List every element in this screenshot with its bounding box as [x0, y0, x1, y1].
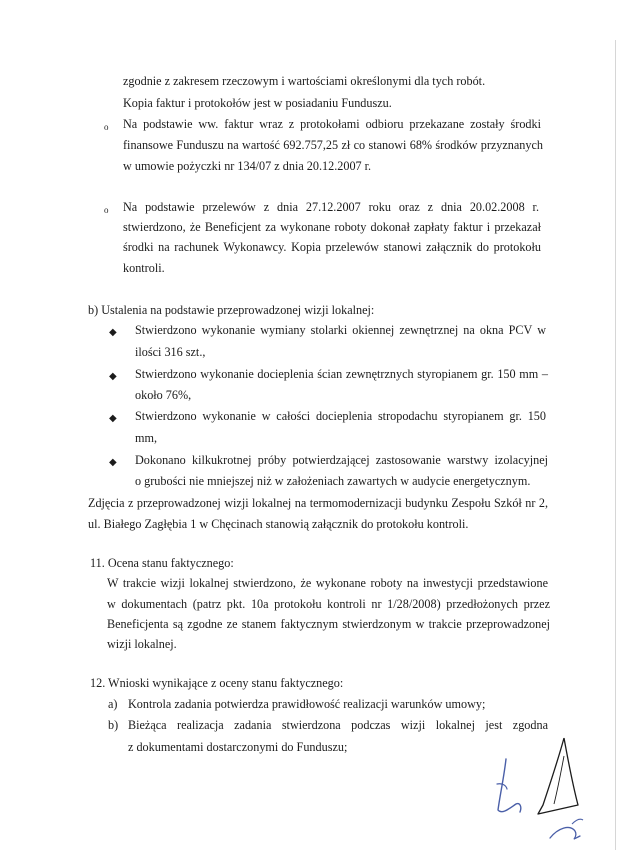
text-line: Zdjęcia z przeprowadzonej wizji lokalnej na termomodernizacji budynku Zespołu Szkół nr 2,	[88, 496, 548, 510]
bullet-circle: o	[104, 205, 109, 215]
diamond-bullet-icon: ◆	[109, 413, 117, 424]
text-line: stwierdzono, że Beneficjent za wykonane roboty dokonał zapłaty faktur i przekazał	[123, 220, 541, 234]
text-line: zgodnie z zakresem rzeczowym i wartościami określonymi dla tych robót.	[123, 74, 486, 88]
text-line: Kopia faktur i protokołów jest w posiadaniu Funduszu.	[123, 96, 392, 110]
text-line: w umowie pożyczki nr 134/07 z dnia 20.12.2007 r.	[123, 159, 372, 173]
text-line: Beneficjenta są zgodne ze stanem faktycznym stwierdzonym w trakcie przeprowadzonej	[107, 617, 550, 631]
bullet-circle: o	[104, 122, 109, 132]
page-edge-line	[615, 40, 616, 850]
list-item-line: Kontrola zadania potwierdza prawidłowość realizacji warunków umowy;	[128, 697, 486, 711]
list-item-line: Stwierdzono wykonanie wymiany stolarki okiennej zewnętrznej na okna PCV w	[135, 323, 546, 337]
text-line: środki na rachunek Wykonawcy. Kopia przelewów stanowi załącznik do protokołu	[123, 240, 541, 254]
text-line: kontroli.	[123, 261, 165, 275]
list-item-line: Stwierdzono wykonanie w całości docieplenia stropodachu styropianem gr. 150	[135, 409, 546, 423]
list-item-line: z dokumentami dostarczonymi do Funduszu;	[128, 740, 348, 754]
list-item-line: mm,	[135, 431, 158, 445]
diamond-bullet-icon: ◆	[109, 457, 117, 468]
text-line: Na podstawie ww. faktur wraz z protokołami odbioru przekazane zostały środki	[123, 117, 541, 131]
diamond-bullet-icon: ◆	[109, 327, 117, 338]
list-item-line: ilości 316 szt.,	[135, 345, 206, 359]
list-marker: a)	[108, 697, 118, 711]
section-heading: b) Ustalenia na podstawie przeprowadzonej wizji lokalnej:	[88, 303, 375, 317]
section-heading: 12. Wnioski wynikające z oceny stanu faktycznego:	[90, 676, 344, 690]
list-item-line: Stwierdzono wykonanie docieplenia ścian zewnętrznych styropianem gr. 150 mm –	[135, 367, 548, 381]
text-line: ul. Białego Zagłębia 1 w Chęcinach stanowią załącznik do protokołu kontroli.	[88, 517, 469, 531]
text-line: w dokumentach (patrz pkt. 10a protokołu kontroli nr 1/28/2008) przedłożonych przez	[107, 597, 550, 611]
handwritten-signature	[480, 732, 610, 850]
section-heading: 11. Ocena stanu faktycznego:	[90, 556, 234, 570]
text-line: Na podstawie przelewów z dnia 27.12.2007 roku oraz z dnia 20.02.2008 r.	[123, 200, 539, 214]
text-line: wizji lokalnej.	[107, 637, 177, 651]
list-item-line: o grubości nie mniejszej niż w założeniach zawartych w audycie energetycznym.	[135, 474, 531, 488]
list-item-line: Bieżąca realizacja zadania stwierdzona podczas wizji lokalnej jest zgodna	[128, 718, 548, 732]
diamond-bullet-icon: ◆	[109, 371, 117, 382]
list-item-line: Dokonano kilkukrotnej próby potwierdzającej zastosowanie warstwy izolacyjnej	[135, 453, 548, 467]
text-line: finansowe Funduszu na wartość 692.757,25 zł co stanowi 68% środków przyznanych	[123, 138, 543, 152]
text-line: W trakcie wizji lokalnej stwierdzono, że wykonane roboty na inwestycji przedstawione	[107, 576, 548, 590]
list-marker: b)	[108, 718, 119, 732]
list-item-line: około 76%,	[135, 388, 192, 402]
